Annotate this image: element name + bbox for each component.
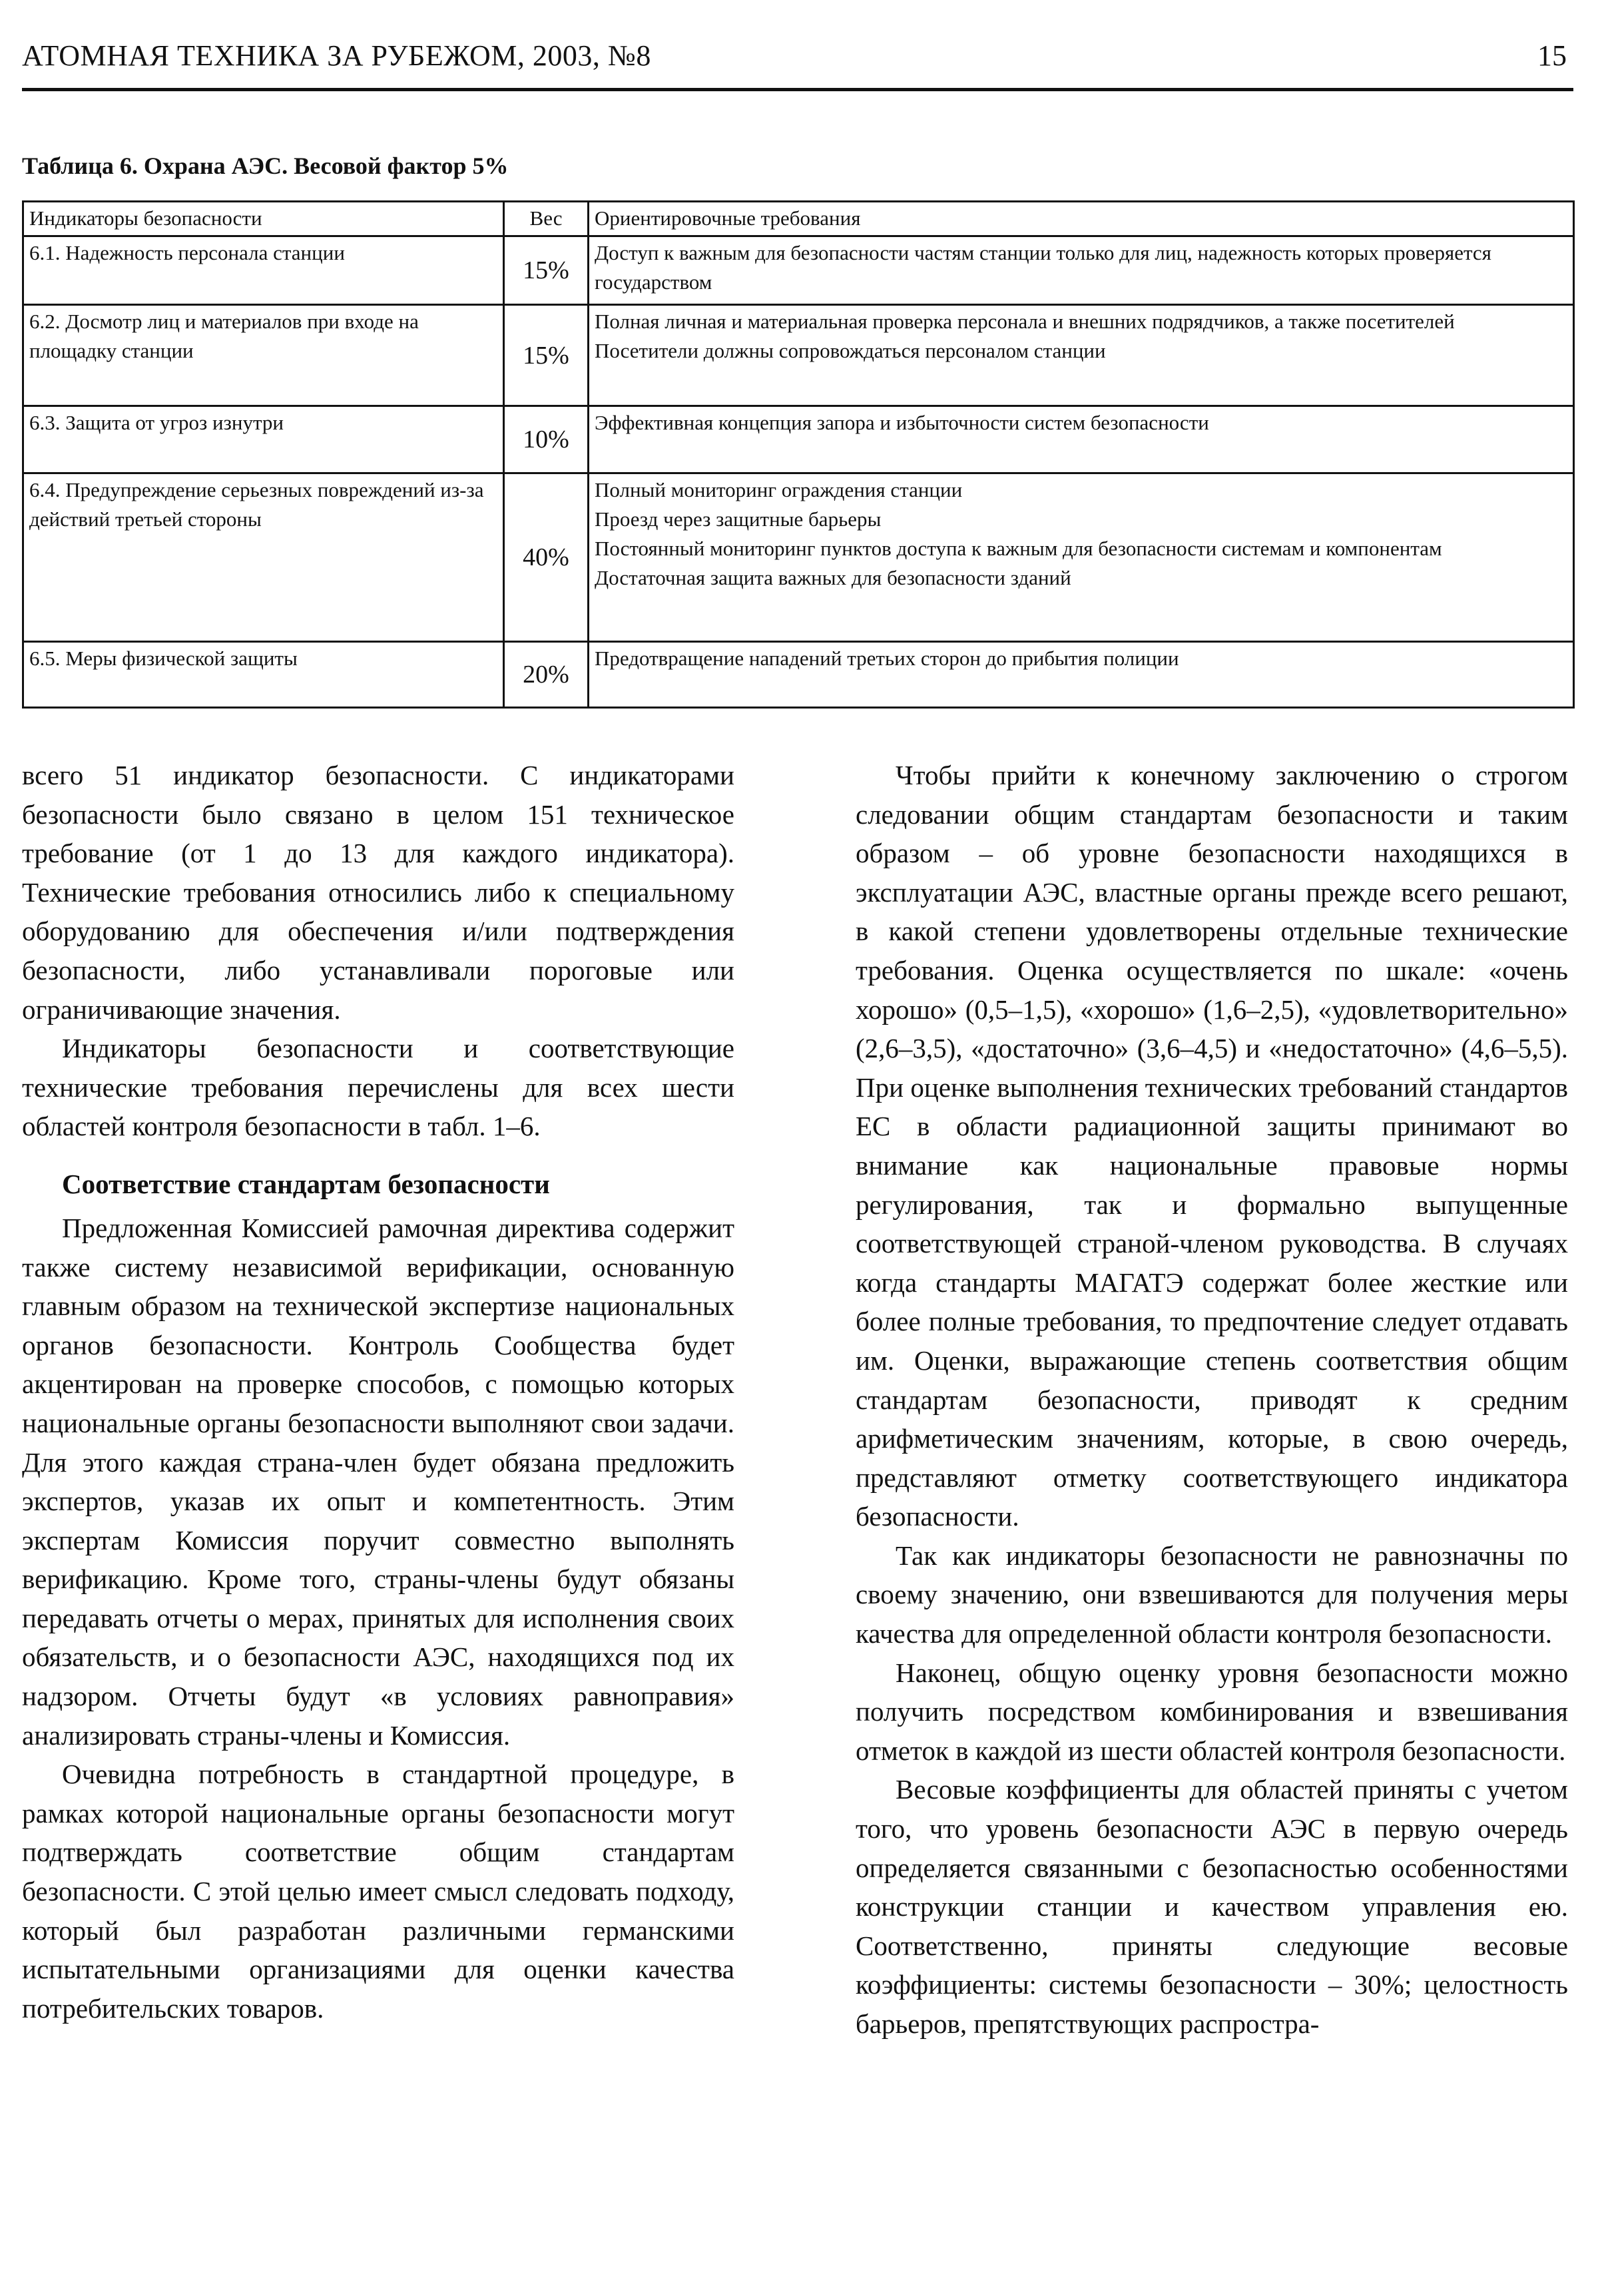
requirements-cell bbox=[589, 406, 1574, 473]
table-header-row bbox=[23, 202, 1574, 236]
section-heading: Соответствие стандартам безопасности bbox=[62, 1168, 550, 1199]
indicator-cell: 6.2. Досмотр лиц и материалов при входе на площадку станции bbox=[23, 305, 504, 406]
table-row bbox=[23, 642, 1574, 708]
table-row bbox=[23, 236, 1574, 305]
requirement: Доступ к важным для безопасности частям станции только для лиц, надежность которых проверяется государством bbox=[595, 241, 1491, 294]
table-caption: Таблица 6. Охрана АЭС. Весовой фактор 5% bbox=[22, 152, 509, 179]
requirements-cell bbox=[589, 642, 1574, 708]
paragraph: Так как индикаторы безопасности не равнозначны по своему значению, они взвешиваются для получения меры качества для определенной области контроля безопасности. bbox=[856, 1540, 1568, 1649]
right-text-column bbox=[856, 756, 1568, 2044]
paragraph: Предложенная Комиссией рамочная директива содержит также систему независимой верификации, основанную главным образом на технической экспертизе национальных органов безопасности. Контроль Сообщества будет акцентирован на проверке способов, с помощью которых национальные органы безопасности выполняют свои задачи. Для этого каждая страна-член будет обязана предложить экспертов, указав их опыт и компетентность. Этим экспертам Комиссия поручит совместно выполнять верификацию. Кроме того, страны-члены будут обязаны передавать отчеты о мерах, принятых для исполнения своих обязательств, и о безопасности АЭС, находящихся под их надзором. Отчеты будут «в условиях равноправия» анализировать страны-члены и Комиссия. bbox=[22, 1212, 734, 1751]
weight-cell: 10% bbox=[504, 406, 589, 473]
paragraph: Весовые коэффициенты для областей приняты с учетом того, что уровень безопасности АЭС в первую очередь определяется связанными с безопасностью особенностями конструкции станции и качеством управления ею. Соответственно, приняты следующие весовые коэффициенты: системы безопасности – 30%; целостность барьеров, препятствующих распростра- bbox=[856, 1774, 1568, 2039]
journal-title: АТОМНАЯ ТЕХНИКА ЗА РУБЕЖОМ, 2003, №8 bbox=[22, 39, 651, 72]
indicator-cell: 6.5. Меры физической защиты bbox=[23, 642, 504, 708]
paragraph: всего 51 индикатор безопасности. С индикаторами безопасности было связано в целом 151 техническое требование (от 1 до 13 для каждого индикатора). Технические требования относились либо к специальному оборудованию для обеспечения и/или подтверждения безопасности, либо устанавливали пороговые или ограничивающие значения. bbox=[22, 760, 734, 1025]
paragraph: Очевидна потребность в стандартной процедуре, в рамках которой национальные органы безопасности могут подтверждать соответствие общим стандартам безопасности. С этой целью имеет смысл следовать подходу, который был разработан различными германскими испытательными организациями для оценки качества потребительских товаров. bbox=[22, 1759, 734, 2024]
requirements-cell bbox=[589, 236, 1574, 305]
indicator-cell: 6.1. Надежность персонала станции bbox=[23, 236, 504, 305]
indicator-cell: 6.4. Предупреждение серьезных повреждений из-за действий третьей стороны bbox=[23, 473, 504, 642]
left-text-column bbox=[22, 756, 734, 2028]
running-header bbox=[22, 35, 1573, 91]
requirement: Полный мониторинг ограждения станции bbox=[595, 478, 963, 501]
requirement: Эффективная концепция запора и избыточности систем безопасности bbox=[595, 411, 1209, 434]
weight-cell: 20% bbox=[504, 642, 589, 708]
requirement: Предотвращение нападений третьих сторон до прибытия полиции bbox=[595, 647, 1179, 670]
weight-cell: 15% bbox=[504, 305, 589, 406]
paragraph: Индикаторы безопасности и соответствующие технические требования перечислены для всех шести областей контроля безопасности в табл. 1–6. bbox=[22, 1033, 734, 1142]
column-header: Индикаторы безопасности bbox=[23, 202, 504, 236]
requirements-cell bbox=[589, 473, 1574, 642]
requirement: Проезд через защитные барьеры bbox=[595, 507, 882, 531]
column-header: Ориентировочные требования bbox=[589, 202, 1574, 236]
weight-cell: 15% bbox=[504, 236, 589, 305]
requirement: Полная личная и материальная проверка персонала и внешних подрядчиков, а также посетителей bbox=[595, 310, 1455, 333]
table-row bbox=[23, 406, 1574, 473]
requirement: Постоянный мониторинг пунктов доступа к важным для безопасности системам и компонентам bbox=[595, 537, 1442, 560]
weight-cell: 40% bbox=[504, 473, 589, 642]
paragraph: Чтобы прийти к конечному заключению о строгом следовании общим стандартам безопасности и таким образом – об уровне безопасности находящихся в эксплуатации АЭС, властные органы прежде всего решают, в какой степени удовлетворены отдельные технические требования. Оценка осуществляется по шкале: «очень хорошо» (0,5–1,5), «хорошо» (1,6–2,5), «удовлетворительно» (2,6–3,5), «достаточно» (3,6–4,5) и «недостаточно» (4,6–5,5). При оценке выполнения технических требований стандартов ЕС в области радиационной защиты принимают во внимание как национальные правовые нормы регулирования, так и формально выпущенные соответствующей страной-членом руководства. В случаях когда стандарты МАГАТЭ содержат более жесткие или более полные требования, то предпочтение следует отдавать им. Оценки, выражающие степень соответствия общим стандартам безопасности, приводят к средним арифметическим значениям, которые, в свою очередь, представляют отметку соответствующего индикатора безопасности. bbox=[856, 760, 1568, 1532]
requirements-cell bbox=[589, 305, 1574, 406]
table-row bbox=[23, 473, 1574, 642]
table-row bbox=[23, 305, 1574, 406]
column-header: Вес bbox=[504, 202, 589, 236]
paragraph: Наконец, общую оценку уровня безопасности можно получить посредством комбинирования и взвешивания отметок в каждой из шести областей контроля безопасности. bbox=[856, 1657, 1568, 1766]
indicator-cell: 6.3. Защита от угроз изнутри bbox=[23, 406, 504, 473]
security-table bbox=[22, 200, 1575, 709]
requirement: Посетители должны сопровождаться персоналом станции bbox=[595, 339, 1106, 362]
requirement: Достаточная защита важных для безопасности зданий bbox=[595, 566, 1071, 589]
page-number: 15 bbox=[1537, 39, 1567, 72]
